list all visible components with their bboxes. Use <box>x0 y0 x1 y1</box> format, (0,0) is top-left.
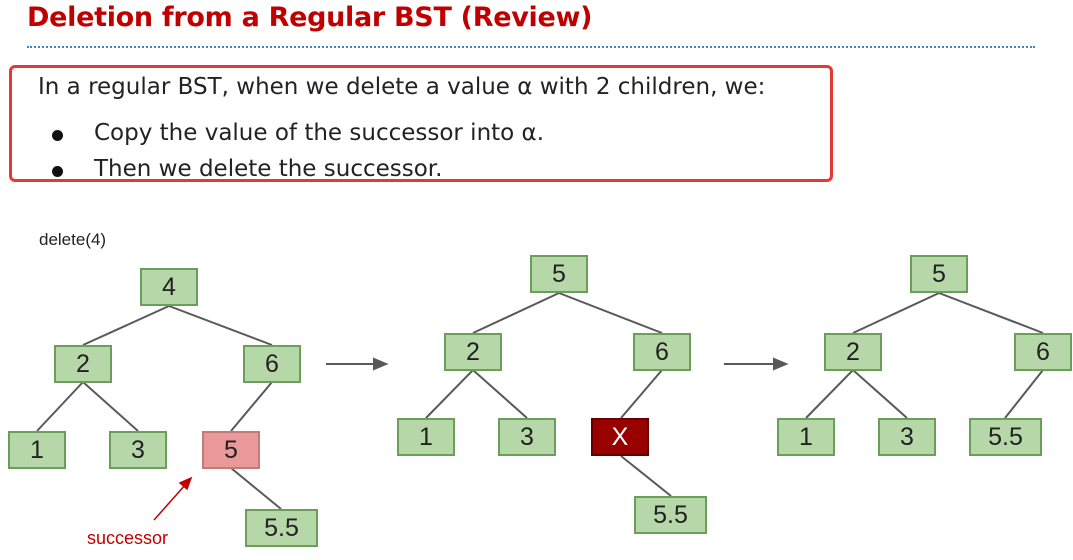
tree-edge <box>37 382 83 431</box>
tree-edge <box>231 468 281 509</box>
successor-pointer-head <box>180 478 191 489</box>
tree2-node: 5.5 <box>634 496 707 534</box>
tree1-node: 1 <box>8 431 66 469</box>
tree-edge <box>939 293 1043 333</box>
bullet-text: Then we delete the successor. <box>94 156 443 182</box>
tree1-node: 3 <box>109 431 167 469</box>
tree-edge <box>473 370 527 418</box>
tree-edge <box>426 370 473 418</box>
tree2-deleted-node: X <box>591 418 649 456</box>
operation-caption: delete(4) <box>39 230 107 249</box>
tree1-node: 5.5 <box>245 509 318 547</box>
tree3-node: 5.5 <box>969 418 1042 456</box>
tree3-node: 3 <box>878 418 936 456</box>
tree-edge <box>853 293 939 333</box>
tree2-node: 1 <box>397 418 455 456</box>
tree-edge <box>621 456 671 496</box>
successor-label: successor <box>87 528 169 548</box>
tree1-successor-node: 5 <box>202 431 260 469</box>
tree-edge <box>853 370 907 418</box>
tree1-root-node: 4 <box>140 268 198 306</box>
tree3-node: 2 <box>824 333 882 371</box>
tree3-node: 1 <box>777 418 835 456</box>
tree-edge <box>559 293 662 333</box>
bullet-text: Copy the value of the successor into α. <box>94 120 545 146</box>
tree2-node: 2 <box>444 333 502 371</box>
step-arrow-head <box>374 359 386 369</box>
tree3-node: 6 <box>1014 333 1072 371</box>
step-arrow-head <box>774 359 786 369</box>
tree-edge <box>806 370 853 418</box>
tree1-node: 6 <box>243 345 301 383</box>
slide-title: Deletion from a Regular BST (Review) <box>27 2 593 33</box>
tree-edge <box>83 382 138 431</box>
tree-edge <box>83 306 169 345</box>
callout-lead-text: In a regular BST, when we delete a value α with 2 children, we: <box>38 74 766 100</box>
tree1-node: 2 <box>54 345 112 383</box>
successor-pointer-arrow <box>154 484 186 520</box>
tree2-node: 6 <box>633 333 691 371</box>
tree-edge <box>231 382 272 431</box>
tree2-root-node: 5 <box>530 255 588 293</box>
tree-edge <box>1005 370 1043 418</box>
tree2-node: 3 <box>498 418 556 456</box>
tree-edge <box>621 370 662 418</box>
tree3-root-node: 5 <box>910 255 968 293</box>
tree-edge <box>473 293 559 333</box>
tree-edge <box>169 306 272 345</box>
